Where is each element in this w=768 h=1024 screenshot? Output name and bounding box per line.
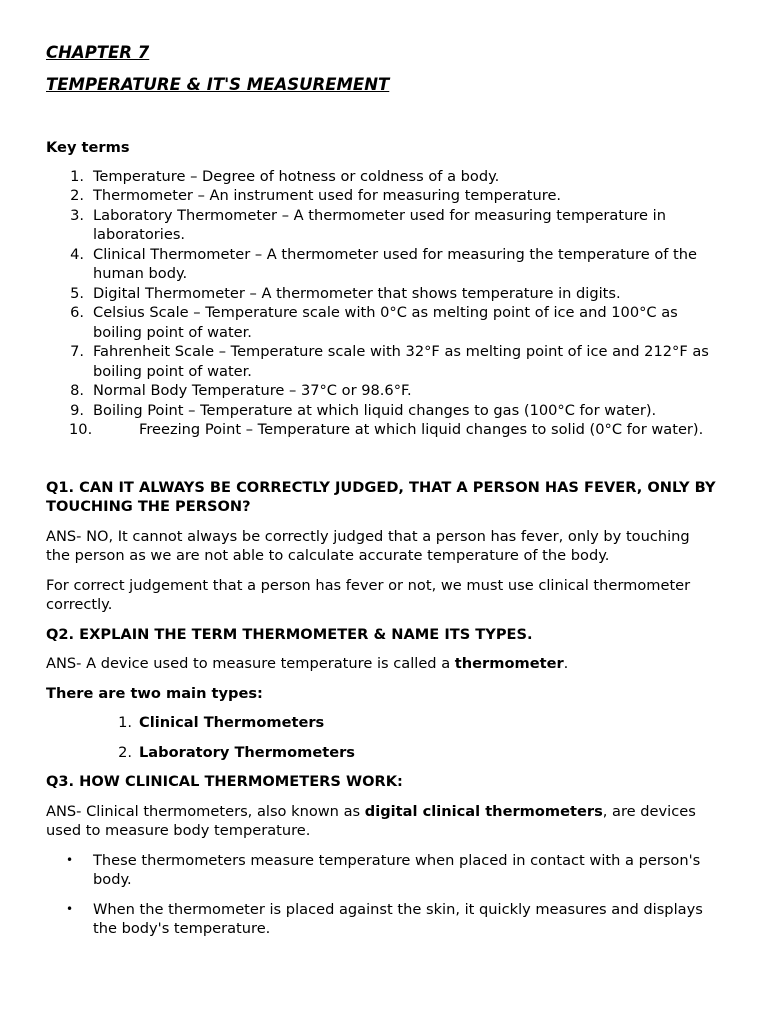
question-1: Q1. CAN IT ALWAYS BE CORRECTLY JUDGED, THAT A PERSON HAS FEVER, ONLY BY TOUCHING THE PERSON? [46,478,716,515]
answer-2: ANS- A device used to measure temperature is called a thermometer. [46,655,569,672]
list-item: 8. Normal Body Temperature – 37°C or 98.6°F. [70,382,412,399]
answer-1-continued: For correct judgement that a person has fever or not, we must use clinical thermometer correctly. [46,576,691,613]
thermometer-types-list [46,713,718,762]
list-item: 4. Clinical Thermometer – A thermometer used for measuring the temperature of the human body. [70,245,698,282]
list-item: 2. Thermometer – An instrument used for measuring temperature. [70,187,562,204]
list-item: 1. Clinical Thermometers [118,714,325,731]
answer-1: ANS- NO, It cannot always be correctly judged that a person has fever, only by touching the person as we are not able to calculate accurate temperature of the body. [46,527,690,564]
key-terms-heading: Key terms [46,139,130,156]
question-3: Q3. HOW CLINICAL THERMOMETERS WORK: [46,773,403,790]
chapter-number: CHAPTER 7 [46,43,150,62]
answer-3: ANS- Clinical thermometers, also known as digital clinical thermometers, are devices used to measure body temperature. [46,802,696,839]
bullet-icon: • [66,901,74,916]
list-item: 5. Digital Thermometer – A thermometer that shows temperature in digits. [70,284,621,302]
list-item: 10. Freezing Point – Temperature at which liquid changes to solid (0°C for water). [69,421,704,438]
list-item: 3. Laboratory Thermometer – A thermometer used for measuring temperature in laboratories. [70,206,666,243]
question-2: Q2. EXPLAIN THE TERM THERMOMETER & NAME ITS TYPES. [46,625,533,643]
list-item: 2. Laboratory Thermometers [118,743,355,761]
list-item: 9. Boiling Point – Temperature at which liquid changes to gas (100°C for water). [70,401,657,419]
types-heading: There are two main types: [46,684,263,702]
list-item: 1. Temperature – Degree of hotness or coldness of a body. [70,167,500,185]
chapter-title: TEMPERATURE & IT'S MEASUREMENT [46,75,390,94]
key-terms-list [46,167,718,440]
bullet-icon: • [66,852,74,867]
answer-3-bullets [46,851,718,939]
list-item: • When the thermometer is placed against the skin, it quickly measures and displays the body's temperature. [66,900,703,937]
list-item: 6. Celsius Scale – Temperature scale with 0°C as melting point of ice and 100°C as boiling point of water. [70,304,678,341]
list-item: 7. Fahrenheit Scale – Temperature scale with 32°F as melting point of ice and 212°F as boiling point of water. [70,343,709,380]
term-digital-clinical: digital clinical thermometers [364,802,603,820]
list-item: • These thermometers measure temperature when placed in contact with a person's body. [66,851,701,888]
term-thermometer: thermometer [454,655,564,672]
